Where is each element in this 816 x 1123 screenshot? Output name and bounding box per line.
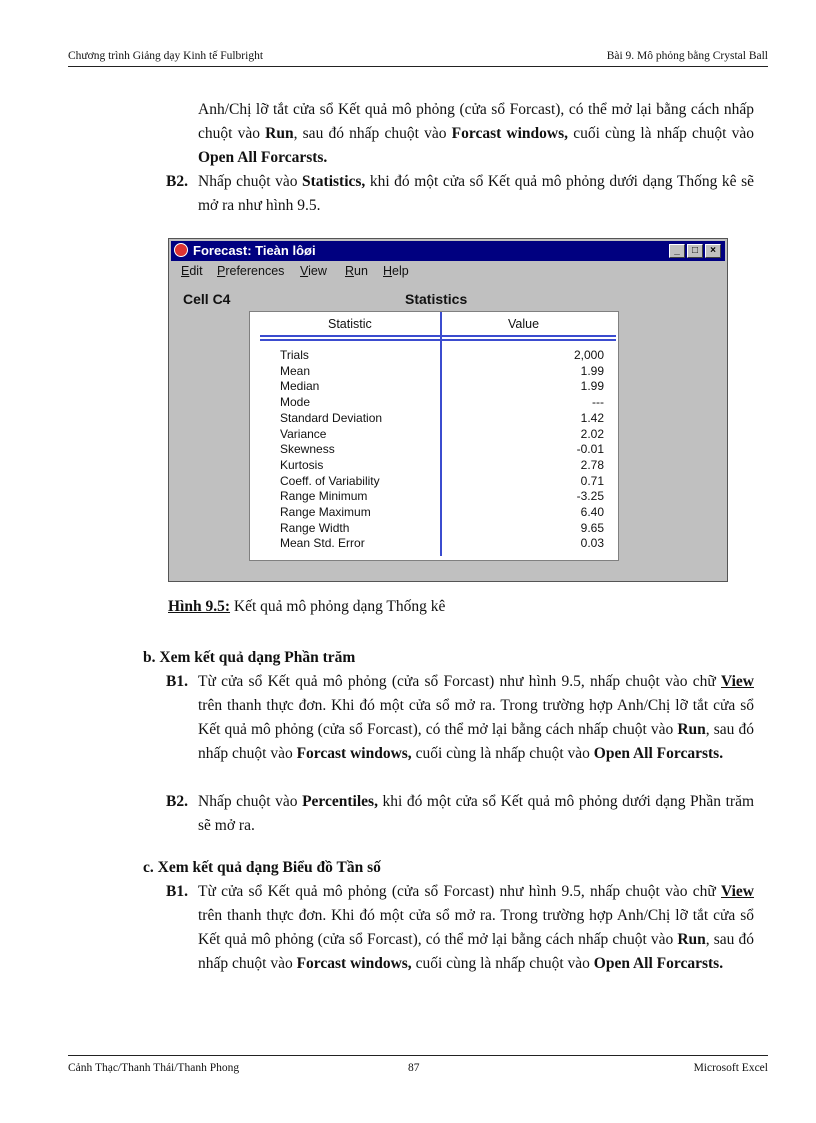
intro-paragraph <box>198 98 754 170</box>
text: trên thanh thực đơn. Khi đó một cửa sổ mở ra. Trong trường hợp Anh/Chị lỡ tắt cửa sổ Kết quả mô phỏng (cửa sổ Forcast), có thể mở lại bằng cách nhấp chuột vào <box>198 907 754 948</box>
stat-label: Mode <box>280 395 311 410</box>
open-all-term: Open All Forcarsts. <box>593 745 724 762</box>
caption-label: Hình 9.5: <box>168 598 231 615</box>
footer-right: Microsoft Excel <box>693 1062 768 1074</box>
column-divider <box>440 312 442 556</box>
statistics-term: Statistics, <box>302 173 366 190</box>
caption-text: Kết quả mô phỏng dạng Thống kê <box>230 598 446 615</box>
text: trên thanh thực đơn. Khi đó một cửa sổ mở ra. Trong trường hợp Anh/Chị lỡ tắt cửa sổ Kết quả mô phỏng (cửa sổ Forcast), có thể mở lại bằng cách nhấp chuột vào <box>198 697 754 738</box>
stat-value: 0.71 <box>580 473 604 488</box>
view-term: View <box>721 673 754 690</box>
menu-preferences[interactable]: Preferences <box>217 264 285 278</box>
stat-label: Skewness <box>280 442 335 457</box>
open-all-term: Open All Forcarsts. <box>593 955 724 972</box>
section-c-title: c. Xem kết quả dạng Biểu đồ Tần số <box>143 859 381 876</box>
footer-rule <box>68 1055 768 1056</box>
text: Anh/Chị lỡ tắt cửa sổ Kết quả mô phỏng (cửa sổ Forcast), có thể mở lại bằng cách nhấp chuột vào <box>198 101 754 142</box>
text: , sau đó nhấp chuột vào <box>198 721 754 762</box>
app-icon <box>174 243 188 257</box>
stat-label: Range Minimum <box>280 489 368 504</box>
stat-value: -3.25 <box>576 489 604 504</box>
step-b2-text <box>198 170 754 218</box>
text: Từ cửa sổ Kết quả mô phỏng (cửa sổ Forcast) như hình 9.5, nhấp chuột vào chữ <box>198 883 721 900</box>
menu-run[interactable]: Run <box>345 264 368 278</box>
stat-value: 0.03 <box>580 536 604 551</box>
stat-label: Standard Deviation <box>280 410 383 425</box>
window-titlebar <box>171 241 725 261</box>
stat-label: Trials <box>280 348 309 362</box>
step-label: B1. <box>166 883 188 900</box>
window-title: Forecast: Tieàn lôøi <box>193 243 316 258</box>
close-button[interactable]: × <box>705 244 721 258</box>
step-label: B2. <box>166 173 188 190</box>
header-rule <box>68 66 768 67</box>
footer-left: Cảnh Thạc/Thanh Thái/Thanh Phong <box>68 1062 240 1074</box>
text: Từ cửa sổ Kết quả mô phỏng (cửa sổ Forcast) như hình 9.5, nhấp chuột vào chữ <box>198 673 721 690</box>
stat-value: 1.99 <box>580 363 604 378</box>
stat-label: Range Maximum <box>280 505 371 519</box>
menu-view[interactable]: View <box>300 264 327 278</box>
section-b-title: b. Xem kết quả dạng Phần trăm <box>143 649 356 666</box>
section-b-step2 <box>198 790 754 838</box>
text: khi đó một cửa sổ Kết quả mô phỏng dưới dạng Thống kê sẽ mở ra như hình 9.5. <box>198 173 754 214</box>
forecast-window <box>168 238 728 582</box>
stat-value: -0.01 <box>576 442 604 457</box>
stat-value: 2.02 <box>580 426 604 441</box>
stat-label: Range Width <box>280 520 350 535</box>
text: cuối cùng là nhấp chuột vào <box>411 955 594 972</box>
step-label: B1. <box>166 673 188 690</box>
header-divider <box>260 335 616 337</box>
text: Nhấp chuột vào <box>198 793 303 810</box>
run-term: Run <box>265 125 294 142</box>
stat-value: 2,000 <box>573 348 604 362</box>
text: khi đó một cửa sổ Kết quả mô phỏng dưới dạng Phần trăm sẽ mở ra. <box>198 793 755 834</box>
cell-reference: Cell C4 <box>183 291 231 307</box>
stat-value: 1.42 <box>580 410 604 425</box>
section-c-step1 <box>198 880 754 976</box>
step-label: B2. <box>166 793 188 810</box>
maximize-button[interactable]: □ <box>687 244 703 258</box>
figure-caption <box>168 598 445 616</box>
text: Nhấp chuột vào <box>198 173 302 190</box>
text: cuối cùng là nhấp chuột vào <box>411 745 594 762</box>
stat-value: 1.99 <box>580 379 604 394</box>
header-right: Bài 9. Mô phỏng bằng Crystal Ball <box>606 50 768 62</box>
stat-value: 2.78 <box>580 457 604 472</box>
stat-value: 9.65 <box>580 520 604 535</box>
percentiles-term: Percentiles, <box>302 793 378 810</box>
stat-value: --- <box>592 395 604 410</box>
forcast-windows-term: Forcast windows, <box>451 125 569 142</box>
column-header-value: Value <box>508 317 540 331</box>
statistics-title: Statistics <box>405 291 468 307</box>
stat-label: Mean <box>280 363 311 378</box>
column-header-statistic: Statistic <box>328 317 372 331</box>
section-b-step1 <box>198 670 754 766</box>
text: , sau đó nhấp chuột vào <box>198 931 754 972</box>
run-term: Run <box>677 721 706 738</box>
view-term: View <box>721 883 754 900</box>
stat-label: Median <box>280 379 320 394</box>
menu-help[interactable]: Help <box>383 264 409 278</box>
minimize-button[interactable]: _ <box>669 244 685 258</box>
text: cuối cùng là nhấp chuột vào <box>568 125 755 142</box>
forcast-windows-term: Forcast windows, <box>296 955 412 972</box>
header-left: Chương trình Giảng dạy Kinh tế Fulbright <box>68 50 264 62</box>
menu-edit[interactable]: Edit <box>181 264 203 278</box>
open-all-term: Open All Forcarsts. <box>198 149 328 166</box>
stat-label: Coeff. of Variability <box>280 473 380 488</box>
text: , sau đó nhấp chuột vào <box>293 125 452 142</box>
forcast-windows-term: Forcast windows, <box>296 745 412 762</box>
stat-label: Kurtosis <box>280 457 324 472</box>
stat-value: 6.40 <box>580 505 604 519</box>
stat-label: Variance <box>280 426 327 441</box>
page-number: 87 <box>408 1062 420 1074</box>
run-term: Run <box>677 931 706 948</box>
stat-label: Mean Std. Error <box>280 536 365 551</box>
statistics-table <box>249 311 619 561</box>
header-divider <box>260 339 616 341</box>
